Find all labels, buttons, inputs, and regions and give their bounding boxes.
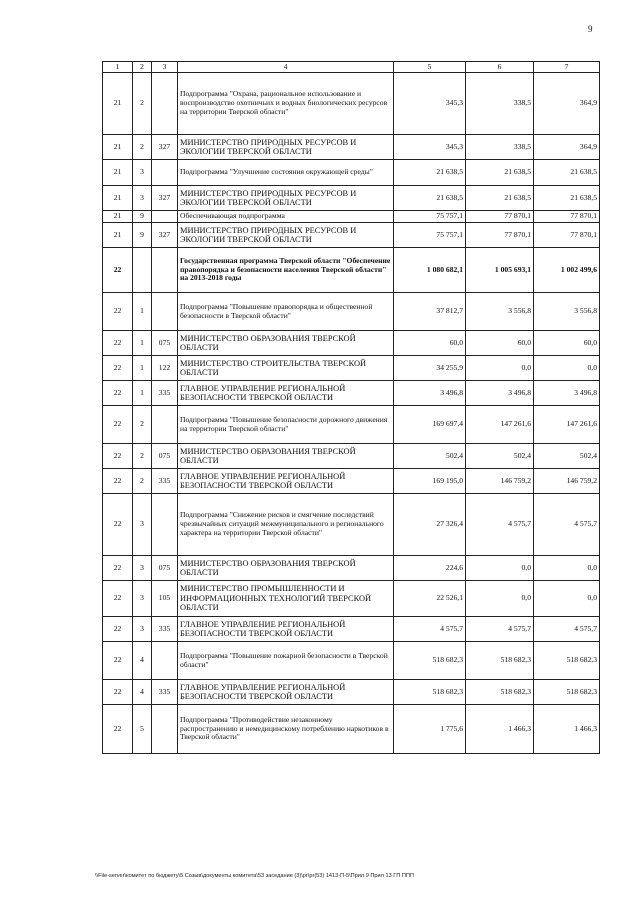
- value-2017-cell: 1 466,3: [466, 705, 534, 754]
- code-subprogram-cell: 5: [133, 705, 152, 754]
- name-cell: ГЛАВНОЕ УПРАВЛЕНИЕ РЕГИОНАЛЬНОЙ БЕЗОПАСНОСТИ ТВЕРСКОЙ ОБЛАСТИ: [178, 469, 394, 494]
- value-2017-cell: 0,0: [466, 556, 534, 581]
- value-2018-cell: 4 575,7: [534, 617, 600, 642]
- code-section-cell: 22: [103, 293, 133, 331]
- code-subprogram-cell: 2: [133, 73, 152, 135]
- code-section-cell: 22: [103, 680, 133, 705]
- value-2018-cell: 4 575,7: [534, 494, 600, 556]
- name-cell: МИНИСТЕРСТВО ПРИРОДНЫХ РЕСУРСОВ И ЭКОЛОГИИ ТВЕРСКОЙ ОБЛАСТИ: [178, 135, 394, 160]
- value-2017-cell: 518 682,3: [466, 680, 534, 705]
- table-row: [103, 186, 600, 211]
- table-row: [103, 135, 600, 160]
- table-header-row: [103, 62, 600, 73]
- value-2017-cell: 146 759,2: [466, 469, 534, 494]
- table-row: [103, 73, 600, 135]
- code-subprogram-cell: 9: [133, 211, 152, 223]
- code-subprogram-cell: 2: [133, 135, 152, 160]
- code-section-cell: 22: [103, 331, 133, 356]
- table-row: [103, 581, 600, 617]
- code-section-cell: 22: [103, 248, 133, 293]
- value-2017-cell: 338,5: [466, 135, 534, 160]
- code-subprogram-cell: 2: [133, 444, 152, 469]
- value-2018-cell: 518 682,3: [534, 680, 600, 705]
- column-header: 6: [466, 62, 534, 73]
- code-section-cell: 22: [103, 642, 133, 680]
- code-ministry-cell: [152, 705, 178, 754]
- code-ministry-cell: [152, 73, 178, 135]
- code-ministry-cell: 075: [152, 331, 178, 356]
- code-subprogram-cell: 4: [133, 642, 152, 680]
- name-cell: МИНИСТЕРСТВО СТРОИТЕЛЬСТВА ТВЕРСКОЙ ОБЛАСТИ: [178, 356, 394, 381]
- code-subprogram-cell: 4: [133, 680, 152, 705]
- code-ministry-cell: 335: [152, 381, 178, 406]
- code-section-cell: 22: [103, 494, 133, 556]
- value-2016-cell: 27 326,4: [394, 494, 466, 556]
- code-subprogram-cell: 1: [133, 381, 152, 406]
- value-2016-cell: 169 697,4: [394, 406, 466, 444]
- code-ministry-cell: 075: [152, 556, 178, 581]
- value-2018-cell: 1 466,3: [534, 705, 600, 754]
- code-ministry-cell: [152, 406, 178, 444]
- code-section-cell: 21: [103, 73, 133, 135]
- value-2017-cell: 4 575,7: [466, 494, 534, 556]
- code-section-cell: 22: [103, 581, 133, 617]
- value-2016-cell: 60,0: [394, 331, 466, 356]
- value-2018-cell: 0,0: [534, 556, 600, 581]
- column-header: 2: [133, 62, 152, 73]
- value-2016-cell: 345,3: [394, 73, 466, 135]
- name-cell: Подпрограмма "Противодействие незаконному распространению и немедицинскому потреблению наркотиков в Тверской области": [178, 705, 394, 754]
- value-2016-cell: 34 255,9: [394, 356, 466, 381]
- value-2017-cell: 4 575,7: [466, 617, 534, 642]
- code-ministry-cell: 075: [152, 444, 178, 469]
- name-cell: МИНИСТЕРСТВО ОБРАЗОВАНИЯ ТВЕРСКОЙ ОБЛАСТИ: [178, 556, 394, 581]
- code-ministry-cell: [152, 160, 178, 186]
- code-subprogram-cell: 3: [133, 494, 152, 556]
- code-section-cell: 22: [103, 617, 133, 642]
- value-2016-cell: 518 682,3: [394, 680, 466, 705]
- value-2017-cell: 77 870,1: [466, 223, 534, 248]
- value-2018-cell: 364,9: [534, 135, 600, 160]
- code-section-cell: 21: [103, 160, 133, 186]
- name-cell: Государственная программа Тверской области "Обеспечение правопорядка и безопасности населения Тверской области" на 2013-2018 годы: [178, 248, 394, 293]
- code-section-cell: 22: [103, 356, 133, 381]
- value-2016-cell: 3 496,8: [394, 381, 466, 406]
- code-ministry-cell: [152, 248, 178, 293]
- code-subprogram-cell: 3: [133, 617, 152, 642]
- value-2018-cell: 364,9: [534, 73, 600, 135]
- table-row: [103, 356, 600, 381]
- value-2016-cell: 4 575,7: [394, 617, 466, 642]
- table-row: [103, 406, 600, 444]
- column-header: 4: [178, 62, 394, 73]
- code-ministry-cell: [152, 494, 178, 556]
- code-ministry-cell: [152, 293, 178, 331]
- value-2018-cell: 3 496,8: [534, 381, 600, 406]
- code-ministry-cell: [152, 211, 178, 223]
- code-ministry-cell: 327: [152, 223, 178, 248]
- value-2017-cell: 518 682,3: [466, 642, 534, 680]
- value-2016-cell: 1 775,6: [394, 705, 466, 754]
- code-section-cell: 21: [103, 135, 133, 160]
- name-cell: Подпрограмма "Улучшение состояния окружающей среды": [178, 160, 394, 186]
- value-2016-cell: 75 757,1: [394, 223, 466, 248]
- table-body: [103, 73, 600, 754]
- budget-table: [102, 61, 600, 754]
- code-section-cell: 22: [103, 444, 133, 469]
- value-2016-cell: 22 526,1: [394, 581, 466, 617]
- table-row: [103, 680, 600, 705]
- value-2016-cell: 37 812,7: [394, 293, 466, 331]
- table-row: [103, 494, 600, 556]
- name-cell: Обеспечивающая подпрограмма: [178, 211, 394, 223]
- value-2018-cell: 146 759,2: [534, 469, 600, 494]
- code-subprogram-cell: 3: [133, 556, 152, 581]
- code-subprogram-cell: 9: [133, 223, 152, 248]
- code-section-cell: 22: [103, 469, 133, 494]
- value-2018-cell: 0,0: [534, 356, 600, 381]
- code-ministry-cell: 122: [152, 356, 178, 381]
- name-cell: Подпрограмма "Повышение безопасности дорожного движения на территории Тверской области": [178, 406, 394, 444]
- column-header: 1: [103, 62, 133, 73]
- code-subprogram-cell: 3: [133, 160, 152, 186]
- code-ministry-cell: 327: [152, 135, 178, 160]
- name-cell: МИНИСТЕРСТВО ПРИРОДНЫХ РЕСУРСОВ И ЭКОЛОГИИ ТВЕРСКОЙ ОБЛАСТИ: [178, 186, 394, 211]
- value-2018-cell: 21 638,5: [534, 160, 600, 186]
- value-2018-cell: 77 870,1: [534, 211, 600, 223]
- value-2017-cell: 338,5: [466, 73, 534, 135]
- code-subprogram-cell: 2: [133, 406, 152, 444]
- code-subprogram-cell: [133, 248, 152, 293]
- value-2016-cell: 518 682,3: [394, 642, 466, 680]
- code-section-cell: 21: [103, 211, 133, 223]
- code-ministry-cell: 105: [152, 581, 178, 617]
- value-2017-cell: 0,0: [466, 581, 534, 617]
- code-ministry-cell: 327: [152, 186, 178, 211]
- value-2017-cell: 502,4: [466, 444, 534, 469]
- value-2018-cell: 0,0: [534, 581, 600, 617]
- program-row: [103, 248, 600, 293]
- page-number: 9: [588, 24, 593, 34]
- value-2018-cell: 77 870,1: [534, 223, 600, 248]
- table-row: [103, 469, 600, 494]
- value-2018-cell: 60,0: [534, 331, 600, 356]
- code-section-cell: 22: [103, 556, 133, 581]
- name-cell: ГЛАВНОЕ УПРАВЛЕНИЕ РЕГИОНАЛЬНОЙ БЕЗОПАСНОСТИ ТВЕРСКОЙ ОБЛАСТИ: [178, 617, 394, 642]
- value-2016-cell: 502,4: [394, 444, 466, 469]
- name-cell: МИНИСТЕРСТВО ОБРАЗОВАНИЯ ТВЕРСКОЙ ОБЛАСТИ: [178, 331, 394, 356]
- value-2016-cell: 21 638,5: [394, 160, 466, 186]
- value-2016-cell: 224,6: [394, 556, 466, 581]
- name-cell: МИНИСТЕРСТВО ПРИРОДНЫХ РЕСУРСОВ И ЭКОЛОГИИ ТВЕРСКОЙ ОБЛАСТИ: [178, 223, 394, 248]
- name-cell: МИНИСТЕРСТВО ОБРАЗОВАНИЯ ТВЕРСКОЙ ОБЛАСТИ: [178, 444, 394, 469]
- value-2017-cell: 3 556,8: [466, 293, 534, 331]
- name-cell: Подпрограмма "Снижение рисков и смягчение последствий чрезвычайных ситуаций межмуниципального и регионального характера на территории Тверской области": [178, 494, 394, 556]
- value-2018-cell: 518 682,3: [534, 642, 600, 680]
- value-2016-cell: 21 638,5: [394, 186, 466, 211]
- table-row: [103, 331, 600, 356]
- table-row: [103, 617, 600, 642]
- name-cell: ГЛАВНОЕ УПРАВЛЕНИЕ РЕГИОНАЛЬНОЙ БЕЗОПАСНОСТИ ТВЕРСКОЙ ОБЛАСТИ: [178, 680, 394, 705]
- table-row: [103, 293, 600, 331]
- value-2017-cell: 0,0: [466, 356, 534, 381]
- value-2018-cell: 1 002 499,6: [534, 248, 600, 293]
- table-row: [103, 381, 600, 406]
- name-cell: ГЛАВНОЕ УПРАВЛЕНИЕ РЕГИОНАЛЬНОЙ БЕЗОПАСНОСТИ ТВЕРСКОЙ ОБЛАСТИ: [178, 381, 394, 406]
- code-ministry-cell: 335: [152, 469, 178, 494]
- value-2018-cell: 3 556,8: [534, 293, 600, 331]
- table-row: [103, 556, 600, 581]
- column-header: 5: [394, 62, 466, 73]
- code-ministry-cell: [152, 642, 178, 680]
- value-2017-cell: 21 638,5: [466, 186, 534, 211]
- name-cell: Подпрограмма "Охрана, рациональное использование и воспроизводство охотничьих и водных биологических ресурсов на территории Тверской области": [178, 73, 394, 135]
- table-row: [103, 211, 600, 223]
- table-row: [103, 705, 600, 754]
- name-cell: Подпрограмма "Повышение правопорядка и общественной безопасности в Тверской области": [178, 293, 394, 331]
- table-row: [103, 642, 600, 680]
- file-path-footer: \\File-server\комитет по бюджету\5 Созыв\документы комитета\53 заседание (3)\pr\pr(53) 1413-П-5\Прил 9 Прил 13 ГП ППП: [95, 873, 414, 879]
- value-2017-cell: 21 638,5: [466, 160, 534, 186]
- value-2017-cell: 147 261,6: [466, 406, 534, 444]
- code-section-cell: 22: [103, 406, 133, 444]
- code-subprogram-cell: 1: [133, 293, 152, 331]
- code-ministry-cell: 335: [152, 617, 178, 642]
- value-2017-cell: 3 496,8: [466, 381, 534, 406]
- value-2017-cell: 1 005 693,1: [466, 248, 534, 293]
- code-subprogram-cell: 1: [133, 356, 152, 381]
- column-header: 7: [534, 62, 600, 73]
- code-section-cell: 22: [103, 381, 133, 406]
- code-section-cell: 22: [103, 705, 133, 754]
- code-section-cell: 21: [103, 186, 133, 211]
- name-cell: Подпрограмма "Повышение пожарной безопасности в Тверской области": [178, 642, 394, 680]
- value-2017-cell: 77 870,1: [466, 211, 534, 223]
- value-2018-cell: 147 261,6: [534, 406, 600, 444]
- value-2018-cell: 21 638,5: [534, 186, 600, 211]
- column-header: 3: [152, 62, 178, 73]
- value-2016-cell: 169 195,0: [394, 469, 466, 494]
- table-row: [103, 223, 600, 248]
- code-section-cell: 21: [103, 223, 133, 248]
- value-2016-cell: 345,3: [394, 135, 466, 160]
- code-subprogram-cell: 1: [133, 331, 152, 356]
- code-subprogram-cell: 3: [133, 581, 152, 617]
- value-2017-cell: 60,0: [466, 331, 534, 356]
- code-subprogram-cell: 2: [133, 469, 152, 494]
- value-2018-cell: 502,4: [534, 444, 600, 469]
- value-2016-cell: 75 757,1: [394, 211, 466, 223]
- table-row: [103, 444, 600, 469]
- value-2016-cell: 1 080 682,1: [394, 248, 466, 293]
- name-cell: МИНИСТЕРСТВО ПРОМЫШЛЕННОСТИ И ИНФОРМАЦИОННЫХ ТЕХНОЛОГИЙ ТВЕРСКОЙ ОБЛАСТИ: [178, 581, 394, 617]
- code-subprogram-cell: 3: [133, 186, 152, 211]
- table-row: [103, 160, 600, 186]
- code-ministry-cell: 335: [152, 680, 178, 705]
